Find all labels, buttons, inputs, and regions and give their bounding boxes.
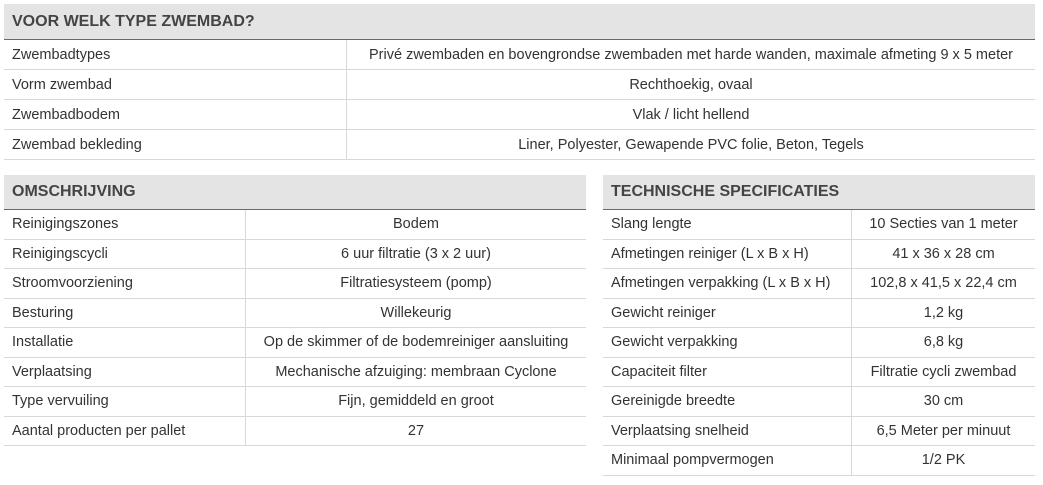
row-label: Vorm zwembad <box>4 70 347 100</box>
table-row <box>603 387 1035 417</box>
row-label: Zwembadtypes <box>4 40 347 70</box>
row-label: Afmetingen verpakking (L x B x H) <box>603 269 852 299</box>
row-label: Type vervuiling <box>4 387 246 417</box>
row-value: 6 uur filtratie (3 x 2 uur) <box>246 239 587 269</box>
table-row <box>4 357 586 387</box>
row-value: 102,8 x 41,5 x 22,4 cm <box>852 269 1036 299</box>
row-value: 41 x 36 x 28 cm <box>852 239 1036 269</box>
row-label: Verplaatsing <box>4 357 246 387</box>
table-row <box>4 40 1035 70</box>
table-row <box>4 416 586 446</box>
table-row <box>4 70 1035 100</box>
row-value: 27 <box>246 416 587 446</box>
row-value: 10 Secties van 1 meter <box>852 210 1036 239</box>
row-value: Mechanische afzuiging: membraan Cyclone <box>246 357 587 387</box>
section-header: VOOR WELK TYPE ZWEMBAD? <box>4 4 1035 40</box>
table-row <box>4 130 1035 160</box>
table-row <box>4 328 586 358</box>
row-label: Besturing <box>4 298 246 328</box>
table-row <box>4 100 1035 130</box>
row-value: Willekeurig <box>246 298 587 328</box>
row-label: Zwembad bekleding <box>4 130 347 160</box>
row-value: Fijn, gemiddeld en groot <box>246 387 587 417</box>
table-row <box>603 416 1035 446</box>
pool-type-section <box>4 4 1035 160</box>
row-value: Filtratie cycli zwembad <box>852 357 1036 387</box>
technical-specs-section <box>603 175 1035 476</box>
row-label: Afmetingen reiniger (L x B x H) <box>603 239 852 269</box>
table-row <box>4 239 586 269</box>
row-label: Slang lengte <box>603 210 852 239</box>
row-label: Reinigingscycli <box>4 239 246 269</box>
row-label: Minimaal pompvermogen <box>603 446 852 476</box>
pool-type-table <box>4 40 1035 160</box>
row-label: Verplaatsing snelheid <box>603 416 852 446</box>
specs-table <box>603 210 1035 476</box>
description-section <box>4 175 586 446</box>
table-row <box>4 269 586 299</box>
section-header: OMSCHRIJVING <box>4 175 586 210</box>
row-label: Gewicht verpakking <box>603 328 852 358</box>
row-label: Reinigingszones <box>4 210 246 239</box>
table-row <box>4 387 586 417</box>
table-row <box>603 446 1035 476</box>
row-value: 6,8 kg <box>852 328 1036 358</box>
table-row <box>603 298 1035 328</box>
row-value: 6,5 Meter per minuut <box>852 416 1036 446</box>
row-value: Privé zwembaden en bovengrondse zwembaden met harde wanden, maximale afmeting 9 x 5 meter <box>347 40 1036 70</box>
table-row <box>603 239 1035 269</box>
row-value: Vlak / licht hellend <box>347 100 1036 130</box>
row-label: Stroomvoorziening <box>4 269 246 299</box>
row-label: Aantal producten per pallet <box>4 416 246 446</box>
row-label: Gereinigde breedte <box>603 387 852 417</box>
table-row <box>603 210 1035 239</box>
description-table <box>4 210 586 446</box>
table-row <box>4 298 586 328</box>
row-value: 1,2 kg <box>852 298 1036 328</box>
row-value: Liner, Polyester, Gewapende PVC folie, Beton, Tegels <box>347 130 1036 160</box>
row-value: Rechthoekig, ovaal <box>347 70 1036 100</box>
row-label: Installatie <box>4 328 246 358</box>
row-value: 30 cm <box>852 387 1036 417</box>
table-row <box>4 210 586 239</box>
row-label: Capaciteit filter <box>603 357 852 387</box>
row-value: Op de skimmer of de bodemreiniger aansluiting <box>246 328 587 358</box>
table-row <box>603 328 1035 358</box>
table-row <box>603 269 1035 299</box>
section-header: TECHNISCHE SPECIFICATIES <box>603 175 1035 210</box>
row-label: Zwembadbodem <box>4 100 347 130</box>
row-value: 1/2 PK <box>852 446 1036 476</box>
table-row <box>603 357 1035 387</box>
row-value: Filtratiesysteem (pomp) <box>246 269 587 299</box>
row-value: Bodem <box>246 210 587 239</box>
row-label: Gewicht reiniger <box>603 298 852 328</box>
